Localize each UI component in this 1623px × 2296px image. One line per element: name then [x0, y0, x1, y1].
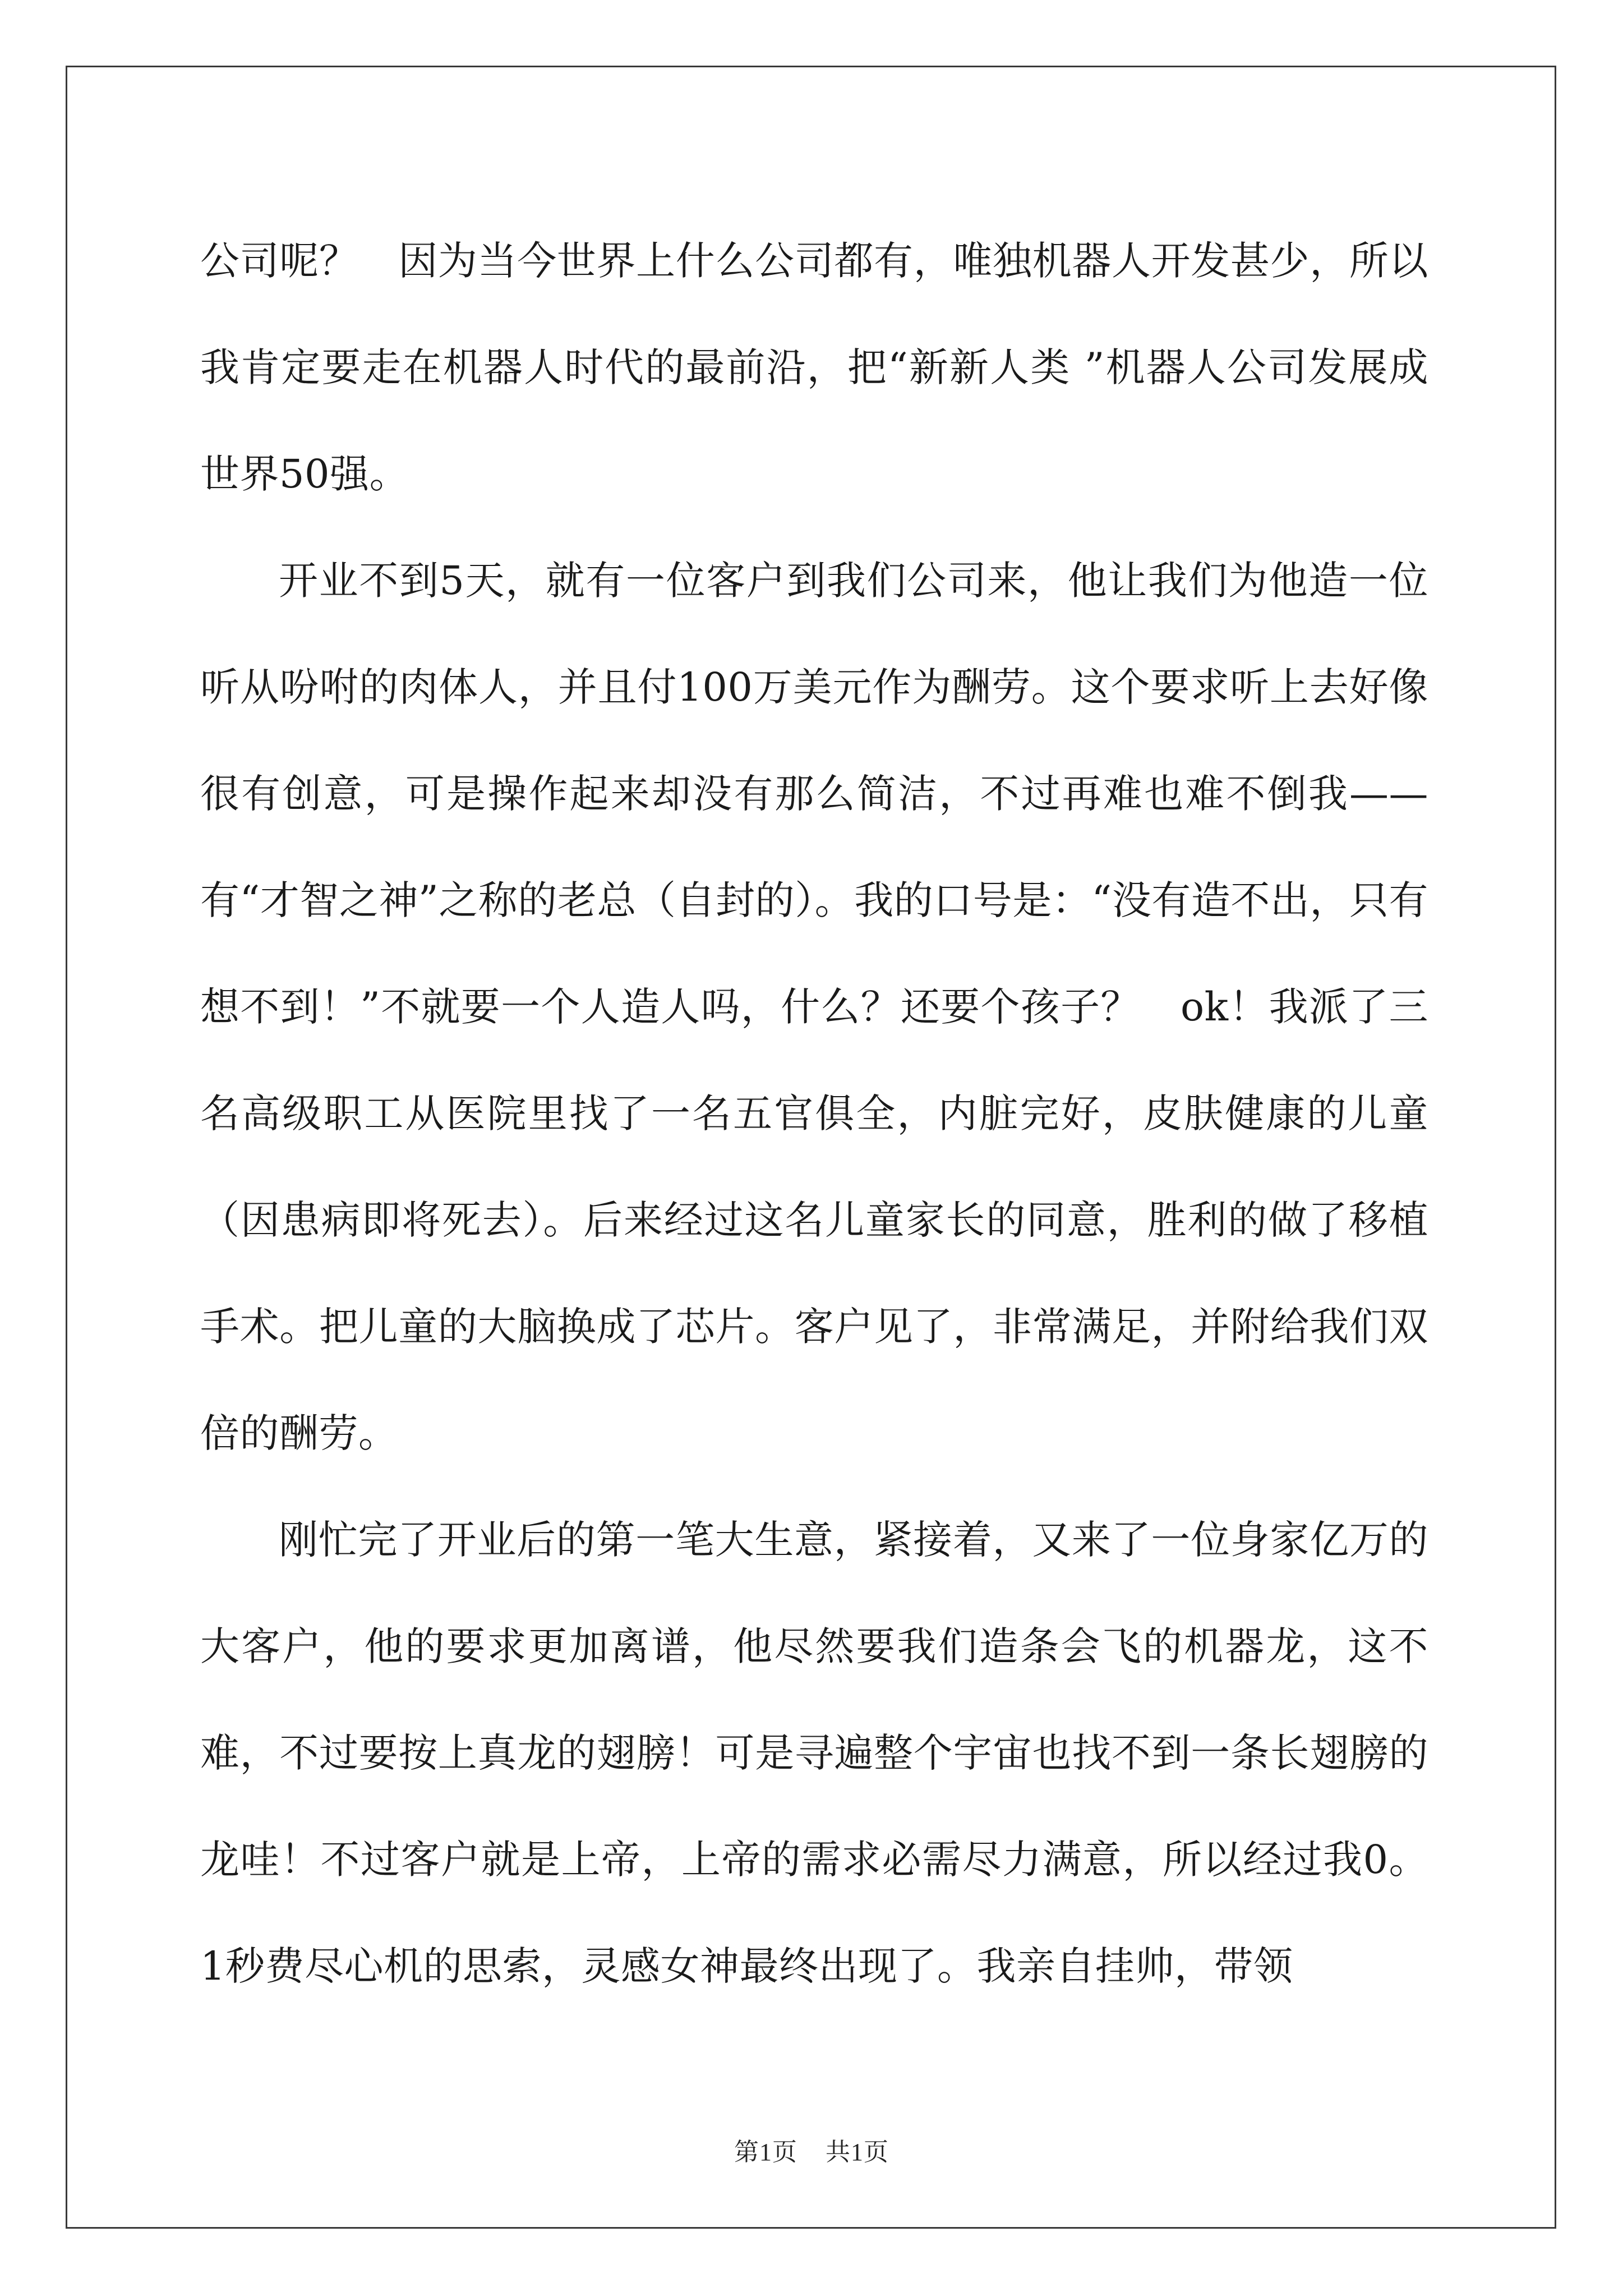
paragraph-2: 开业不到5天，就有一位客户到我们公司来，他让我们为他造一位听从吩咐的肉体人，并且付100万美元作为酬劳。这个要求听上去好像很有创意，可是操作起来却没有那么简洁，不过再难也难不倒我——有“才智之神”之称的老总（自封的）。我的口号是：“没有造不出，只有想不到！”不就要一个人造人吗，什么？还要个孩子？ ok！我派了三名高级职工从医院里找了一名五官俱全，内脏完好，皮肤健康的儿童（因患病即将死去）。后来经过这名儿童家长的同意，胜利的做了移植手术。把儿童的大脑换成了芯片。客户见了，非常满足，并附给我们双倍的酬劳。	[200, 558, 1428, 1456]
document-body	[200, 208, 1428, 2019]
page-number: 第1页	[734, 2138, 797, 2166]
page-footer	[0, 2132, 1623, 2168]
paragraph-3: 刚忙完了开业后的第一笔大生意，紧接着，又来了一位身家亿万的大客户，他的要求更加离谱，他尽然要我们造条会飞的机器龙，这不难，不过要按上真龙的翅膀！可是寻遍整个宇宙也找不到一条长翅膀的龙哇！不过客户就是上帝，上帝的需求必需尽力满意，所以经过我0。1秒费尽心机的思索，灵感女神最终出现了。我亲自挂帅，带领	[200, 1517, 1428, 1989]
paragraph-1: 公司呢？ 因为当今世界上什么公司都有，唯独机器人开发甚少，所以我肯定要走在机器人时代的最前沿，把“新新人类 ”机器人公司发展成世界50强。	[200, 238, 1428, 497]
page-total: 共1页	[826, 2138, 889, 2166]
